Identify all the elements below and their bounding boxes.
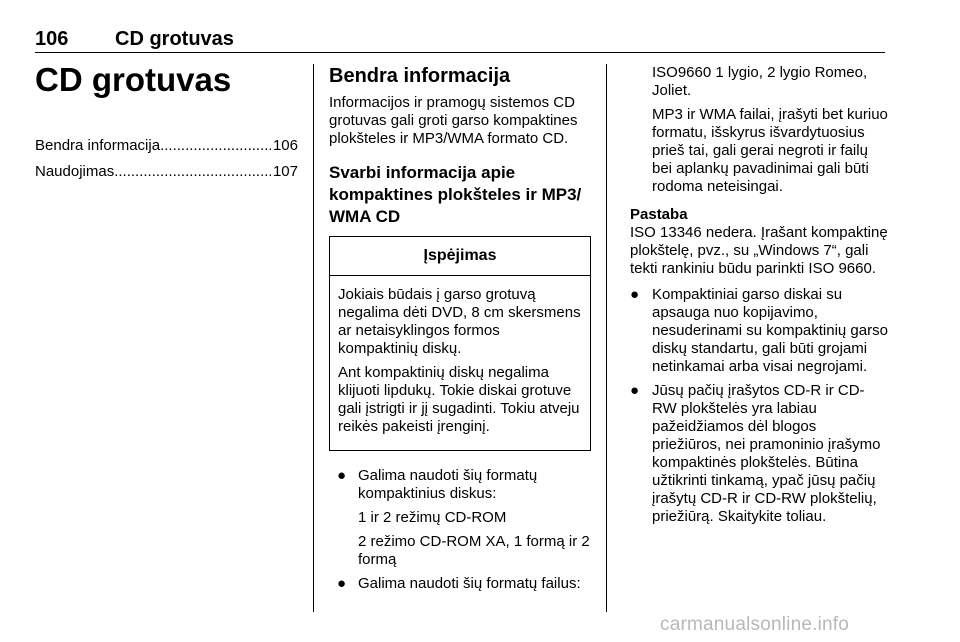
- bullet-text: Kompaktiniai garso diskai su apsauga nuo kopijavimo, nesuderinami su kompaktinių garso diskų standartu, gali būti grojami netinkamai arba visai negrojami.: [652, 286, 888, 375]
- sub-paragraph: MP3 ir WMA failai, įrašyti bet kuriuo formatu, išskyrus išvardytuosius prieš tai, gali gerai negroti ir failų bei aplankų pavadinimai gali būti rodoma neteisingai.: [652, 106, 888, 195]
- subsection-title: Svarbi informacija apie kompaktines plokšteles ir MP3/ WMA CD: [329, 163, 582, 226]
- chapter-title: CD grotuvas: [35, 61, 232, 98]
- toc-page: 106: [272, 137, 298, 154]
- bullet-item: [630, 382, 888, 526]
- toc-entry[interactable]: [35, 162, 298, 188]
- column-divider: [606, 64, 607, 612]
- chapter-column: [35, 60, 298, 188]
- toc-leader: [114, 162, 271, 188]
- sub-paragraph: 1 ir 2 režimų CD-ROM: [358, 509, 507, 526]
- bullet-text: Galima naudoti šių formatų kompaktinius diskus:: [358, 467, 538, 502]
- warning-body: [330, 276, 590, 450]
- warning-title: Įspėjimas: [330, 237, 590, 276]
- toc-entry[interactable]: [35, 136, 298, 162]
- bullet-text: Jūsų pačių įrašytos CD-R ir CD-RW plokštelės yra labiau pažeidžiamos dėl blogos priežiūros, nei pramoninio įrašymo kompaktinės plokštelės. Būtina užtikrinti tinkamą, ypač jūsų pačių įrašytų CD-R ir CD-RW plokštelių, priežiūrą. Skaitykite toliau.: [652, 382, 881, 525]
- bullet-text: Galima naudoti šių formatų failus:: [358, 575, 581, 592]
- bullet-icon: ●: [630, 382, 640, 399]
- toc-label: Naudojimas: [35, 163, 115, 180]
- content-column-2: [630, 64, 888, 532]
- bullet-item: [329, 575, 591, 593]
- note-body: ISO 13346 nedera. Įrašant kompaktinę plokštelę, pvz., su „Windows 7“, gali tekti rankiniu būdu parinkti ISO 9660.: [630, 224, 888, 277]
- bullet-icon: ●: [337, 575, 347, 592]
- warning-box: [329, 236, 591, 451]
- running-title: CD grotuvas: [115, 28, 234, 50]
- bullet-icon: ●: [630, 286, 640, 303]
- bullet-icon: ●: [337, 467, 347, 484]
- sub-paragraph: ISO9660 1 lygio, 2 lygio Romeo, Joliet.: [652, 64, 868, 99]
- page-number: 106: [35, 28, 69, 50]
- warning-paragraph: Jokiais būdais į garso grotuvą negalima dėti DVD, 8 cm skersmens ar netaisyklingos formos kompaktinių diskų.: [338, 286, 581, 357]
- column-divider: [313, 64, 314, 612]
- bullet-item: [630, 286, 888, 376]
- note-title: Pastaba: [630, 206, 688, 223]
- watermark: carmanualsonline.info: [660, 614, 850, 635]
- sub-paragraph: 2 režimo CD-ROM XA, 1 formą ir 2 formą: [358, 533, 590, 568]
- toc-label: Bendra informacija: [35, 137, 161, 154]
- section-title: Bendra informacija: [329, 65, 511, 87]
- warning-paragraph: Ant kompaktinių diskų negalima klijuoti lipdukų. Tokie diskai grotuve gali įstrigti ir jį sugadinti. Tokiu atveju reikės pakeisti įrenginį.: [338, 364, 580, 435]
- toc-leader: [160, 136, 271, 162]
- content-column-1: [329, 64, 591, 599]
- bullet-item: [329, 467, 591, 503]
- toc-page: 107: [272, 163, 298, 180]
- intro-paragraph: Informacijos ir pramogų sistemos CD grotuvas gali groti garso kompaktines plokšteles ir MP3/WMA formato CD.: [329, 94, 578, 147]
- page-header: [35, 26, 885, 53]
